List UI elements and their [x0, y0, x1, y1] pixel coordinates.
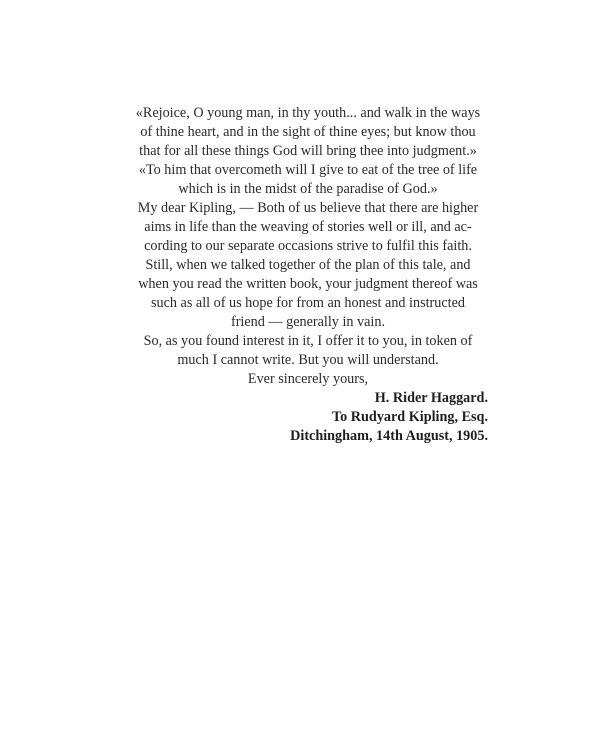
- letter-line: Still, when we talked together of the plan of this tale, and: [145, 257, 471, 273]
- epigraph-line: «Rejoice, O young man, in thy youth... and walk in the ways: [135, 105, 481, 121]
- letter-line: such as all of us hope for from an honest and instructed: [150, 295, 466, 311]
- letter-line: much I cannot write. But you will understand.: [177, 352, 439, 368]
- letter-line: cording to our separate occasions strive to fulfil this faith.: [144, 238, 472, 254]
- closing-line: Ever sincerely yours,: [247, 371, 369, 387]
- epigraph-line: that for all these things God will bring thee into judgment.»: [139, 143, 477, 159]
- letter-line: when you read the written book, your judgment thereof was: [138, 276, 478, 292]
- letter-line: friend — generally in vain.: [230, 314, 386, 330]
- letter-line: So, as you found interest in it, I offer it to you, in token of: [143, 333, 473, 349]
- epigraph-line: which is in the midst of the paradise of God.»: [178, 181, 438, 197]
- signature-place-date: Ditchingham, 14th August, 1905.: [290, 428, 488, 444]
- signature-addressee: To Rudyard Kipling, Esq.: [332, 409, 488, 425]
- dedication-block: [122, 104, 494, 446]
- letter-line: My dear Kipling, — Both of us believe that there are higher: [137, 200, 479, 216]
- signature-author: H. Rider Haggard.: [374, 390, 488, 406]
- letter-line: aims in life than the weaving of stories well or ill, and ac-: [144, 219, 472, 235]
- epigraph-line: «To him that overcometh will I give to eat of the tree of life: [138, 162, 478, 178]
- epigraph-line: of thine heart, and in the sight of thine eyes; but know thou: [140, 124, 476, 140]
